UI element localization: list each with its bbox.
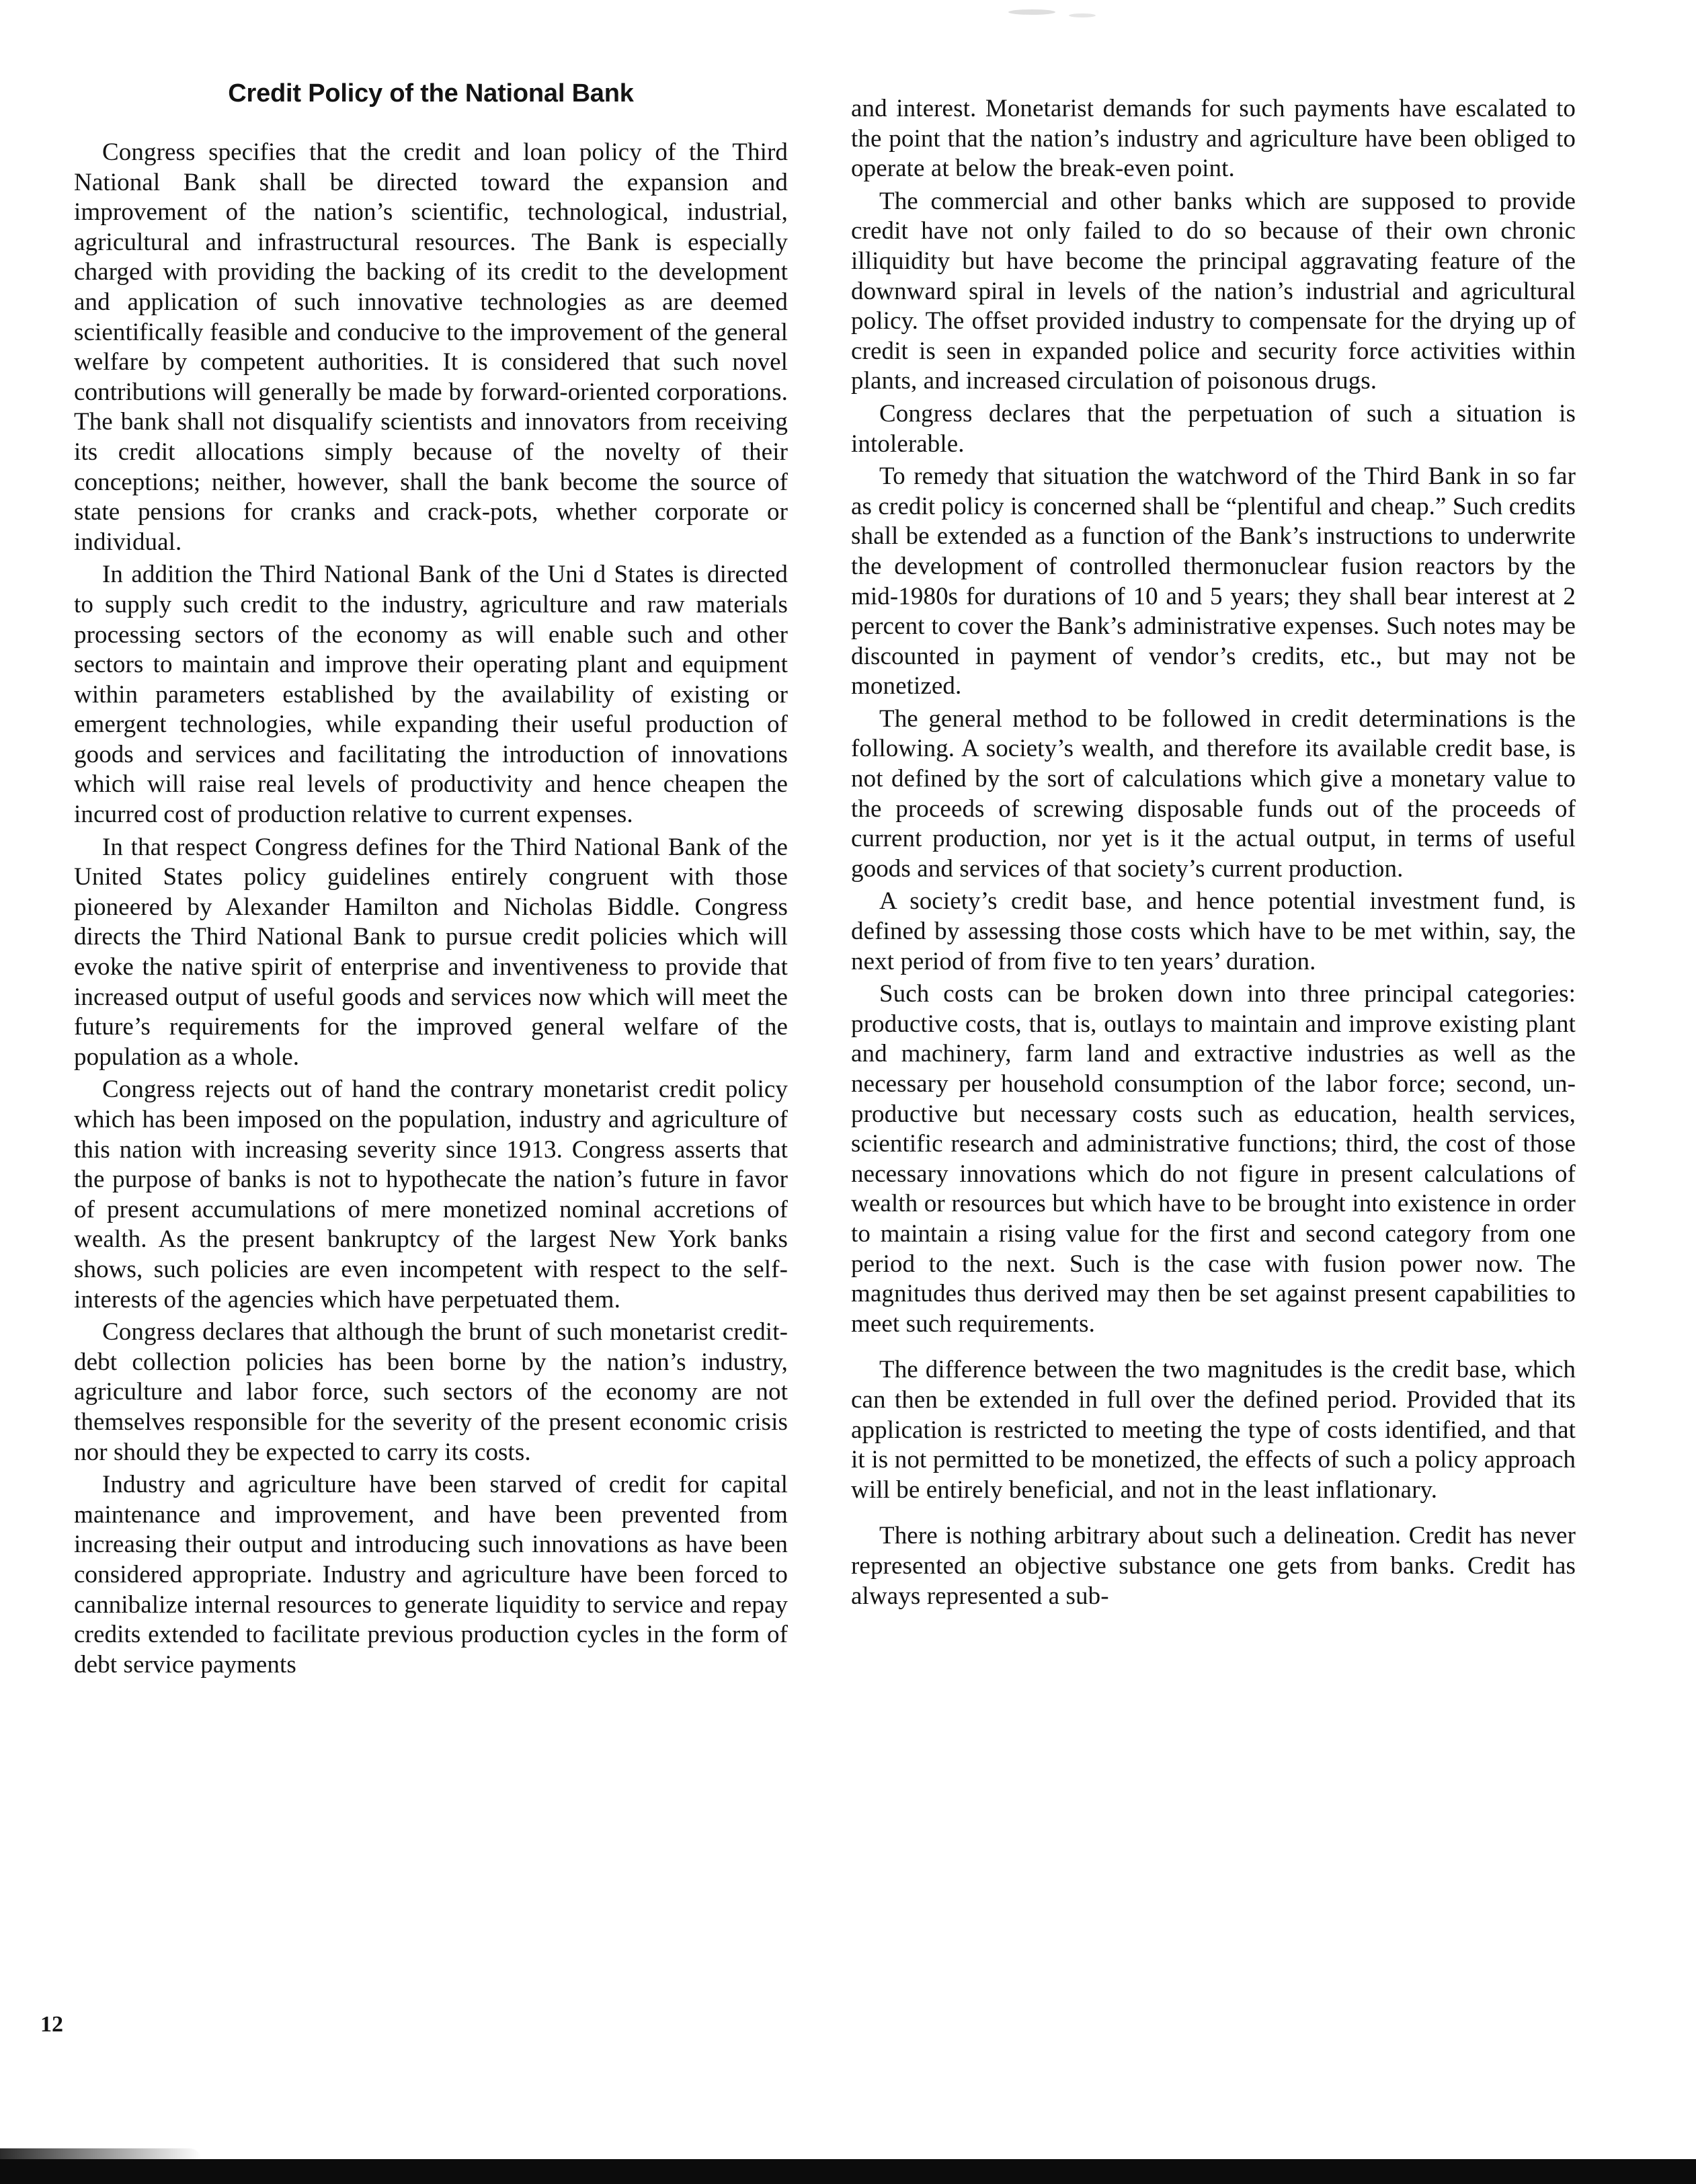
paragraph: To remedy that situation the watchword of the Third Bank in so far as credit policy is concerned shall be “plentiful and cheap.” Such credits shall be extended as a function of the Bank’s instructions to underwrite the development of controlled thermonuclear fusion reactors by the mid-1980s for durations of 10 and 5 years; they shall bear interest at 2 percent to cover the Bank’s administrative expenses. Such notes may be discounted in payment of vendor’s credits, etc., but may not be monetized.: [851, 462, 1576, 700]
paragraph: In that respect Congress defines for the Third National Bank of the United States policy guidelines entirely congruent with those pioneered by Alexander Hamilton and Nicholas Biddle. Congress directs the Third National Bank to pursue credit policies which will evoke the native spirit of enterprise and inventiveness to provide that increased output of useful goods and services now which will meet the future’s requirements for the improved general welfare of the population as a whole.: [74, 833, 788, 1071]
paragraph: There is nothing arbitrary about such a delineation. Credit has never represented an objective substance one gets from banks. Credit has always represented a sub-: [851, 1522, 1576, 1610]
paragraph: In addition the Third National Bank of the Uni d States is directed to supply such credit to the industry, agriculture and raw materials processing sectors of the economy as will enable such and other sectors to maintain and improve their operating plant and equipment within parameters established by the availability of existing or emergent technologies, while expanding their useful production of goods and services and facilitating the introduction of innovations which will raise real levels of productivity and hence cheapen the incurred cost of production relative to current expenses.: [74, 561, 788, 829]
scan-artifact: [1008, 9, 1055, 15]
paragraph: The general method to be followed in credit determinations is the following. A society’s wealth, and therefore its available credit base, is not defined by the sort of calculations which give a monetary value to the proceeds of screwing disposable funds out of the proceeds of current production, nor yet is it the actual output, in terms of useful goods and services of that society’s current production.: [851, 704, 1576, 883]
article-title: Credit Policy of the National Bank: [228, 79, 634, 108]
right-column: [851, 94, 1576, 1614]
paragraph: The difference between the two magnitudes is the credit base, which can then be extended in full over the defined period. Provided that its application is restricted to meeting the type of costs identified, and that it is not permitted to be monetized, the effects of such a policy approach will be entirely beneficial, and not in the least inflationary.: [851, 1356, 1576, 1504]
scan-bottom-edge: [0, 2159, 1696, 2184]
paragraph: Congress declares that although the brunt of such monetarist credit-debt collection policies has been borne by the nation’s industry, agriculture and labor force, such sectors of the economy are not themselves responsible for the severity of the present economic crisis nor should they be expected to carry its costs.: [74, 1318, 788, 1466]
paragraph-continued: and interest. Monetarist demands for such payments have escalated to the point that the nation’s industry and agriculture have been obliged to operate at below the break-even point.: [851, 95, 1576, 183]
left-column: [74, 79, 788, 1683]
scan-artifact: [1069, 13, 1096, 17]
paragraph: Congress specifies that the credit and loan policy of the Third National Bank shall be directed toward the expansion and improvement of the nation’s scientific, technological, industrial, agricultural and infrastructural resources. The Bank is especially charged with providing the backing of its credit to the development and application of such innovative technologies as are deemed scientifically feasible and conducive to the improvement of the general welfare by competent authorities. It is considered that such novel contributions will generally be made by forward-oriented corporations. The bank shall not disqualify scientists and innovators from receiving its credit allocations simply because of the novelty of their conceptions; neither, however, shall the bank become the source of state pensions for cranks and crack-pots, whether corporate or individual.: [74, 138, 788, 556]
paragraph: Industry and agriculture have been starved of credit for capital maintenance and improvement, and have been prevented from increasing their output and introducing such innovations as have been considered appropriate. Industry and agriculture have been forced to cannibalize internal resources to generate liquidity to service and repay credits extended to facilitate previous production cycles in the form of debt service payments: [74, 1471, 788, 1679]
paragraph: The commercial and other banks which are supposed to provide credit have not only failed to do so because of their own chronic illiquidity but have become the principal aggravating feature of the downward spiral in levels of the nation’s industrial and agricultural policy. The offset provided industry to compensate for the drying up of credit is seen in expanded police and security force activities within plants, and increased circulation of poisonous drugs.: [851, 187, 1576, 395]
paragraph: Such costs can be broken down into three principal categories: productive costs, that is, outlays to maintain and improve existing plant and machinery, farm land and extractive industries as well as the necessary per household consumption of the labor force; second, unproductive but necessary costs such as education, health services, scientific research and administrative functions; third, the cost of those necessary innovations which do not figure in present calculations of wealth or resources but which have to be brought into existence in order to maintain a rising value for the first and second category from one period to the next. Such is the case with fusion power now. The magnitudes thus derived may then be set against present capabilities to meet such requirements.: [851, 980, 1576, 1338]
page-number: 12: [40, 2012, 63, 2037]
paragraph: A society’s credit base, and hence potential investment fund, is defined by assessing those costs which have to be met within, say, the next period of from five to ten years’ duration.: [851, 887, 1576, 975]
paragraph: Congress declares that the perpetuation of such a situation is intolerable.: [851, 399, 1576, 458]
paragraph: Congress rejects out of hand the contrary monetarist credit policy which has been imposed on the population, industry and agriculture of this nation with increasing severity since 1913. Congress asserts that the purpose of banks is not to hypothecate the nation’s future in favor of present accumulations of mere monetized nominal accretions of wealth. As the present bankruptcy of the largest New York banks shows, such policies are even incompetent with respect to the self-interests of the agencies which have perpetuated them.: [74, 1076, 788, 1313]
